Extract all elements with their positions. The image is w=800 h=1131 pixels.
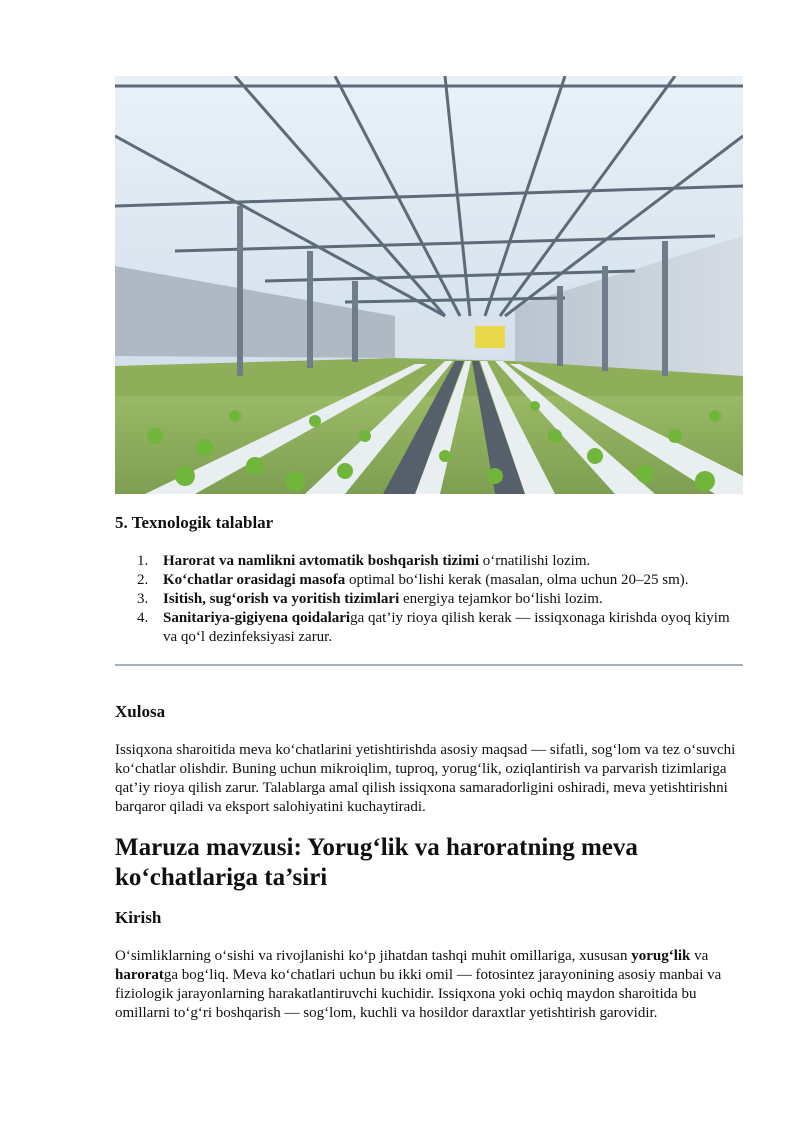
list-number: 2. xyxy=(137,572,149,588)
list-number: 1. xyxy=(137,553,149,569)
intro-bold-temperature: harorat xyxy=(115,967,164,983)
horizontal-divider xyxy=(115,664,743,666)
list-number: 4. xyxy=(137,610,149,626)
item-text: energiya tejamkor bo‘lishi lozim. xyxy=(399,591,603,607)
intro-text: O‘simliklarning o‘sishi va rivojlanishi ko‘p jihatdan tashqi muhit omillariga, xususan xyxy=(115,948,632,964)
item-bold-text: Isitish, sug‘orish va yoritish tizimlari xyxy=(163,591,400,607)
item-bold-text: Harorat va namlikni avtomatik boshqarish tizimi xyxy=(163,553,479,569)
section-heading: 5. Texnologik talablar xyxy=(115,513,274,532)
lecture-title: Maruza mavzusi: Yorug‘lik va haroratning meva ko‘chatlariga ta’siri xyxy=(115,834,638,891)
conclusion-paragraph: Issiqxona sharoitida meva ko‘chatlarini yetishtirishda asosiy maqsad — sifatli, sog‘lom va tez o‘suvchi ko‘chatlar olishdir. Buning uchun mikroiqlim, tuproq, yorug‘lik, oziqlantirish va parvarish tizimlariga qat’iy rioya qilish zarur. Talablarga amal qilish issiqxona samaradorligini oshiradi, meva yetishtirishni barqaror qiladi va eksport salohiyatini kuchaytiradi. xyxy=(115,742,736,815)
intro-text: va xyxy=(690,948,709,964)
list-number: 3. xyxy=(137,591,149,607)
item-bold-text: Ko‘chatlar orasidagi masofa xyxy=(163,572,346,588)
conclusion-heading: Xulosa xyxy=(115,702,166,721)
greenhouse-photo xyxy=(115,76,743,494)
list-item xyxy=(115,552,743,571)
item-bold-text: Sanitariya-gigiyena qoidalari xyxy=(163,610,351,626)
item-text: o‘rnatilishi lozim. xyxy=(479,553,591,569)
introduction-paragraph xyxy=(115,947,743,1023)
list-item xyxy=(115,590,743,609)
list-item xyxy=(115,609,743,647)
item-text: optimal bo‘lishi kerak (masalan, olma uchun 20–25 sm). xyxy=(345,572,689,588)
item-text: ga qat’iy rioya qilish kerak — issiqxonaga kirishda oyoq kiyim va qo‘l dezinfeksiyasi zarur. xyxy=(163,610,730,645)
intro-bold-light: yorug‘lik xyxy=(631,948,691,964)
intro-text: ga bog‘liq. Meva ko‘chatlari uchun bu ikki omil — fotosintez jarayonining asosiy manbai va fiziologik jarayonlarning harakatlantiruvchi kuchidir. Issiqxona yoki ochiq maydon sharoitida bu omillarni to‘g‘ri boshqarish — sog‘lom, kuchli va hosildor daraxtlar yetishtirish garovidir. xyxy=(115,967,722,1021)
requirements-list xyxy=(115,552,743,647)
introduction-heading: Kirish xyxy=(115,908,162,927)
list-item xyxy=(115,571,743,590)
